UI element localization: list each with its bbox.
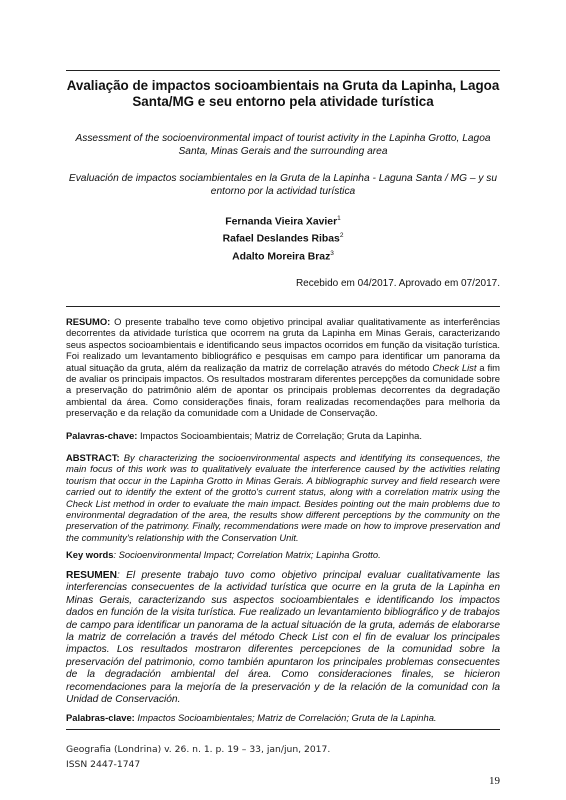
page-number: 19 (489, 775, 500, 787)
top-rule (66, 70, 500, 71)
author-affiliation: 2 (339, 232, 344, 240)
palavras-chave (66, 430, 500, 441)
palavras-chave-text: Impactos Socioambientais; Matriz de Correlação; Gruta da Lapinha. (137, 430, 422, 441)
palabras-clave-label: Palabras-clave: (66, 712, 135, 723)
abstract-paragraph (66, 452, 500, 543)
abstract-label: ABSTRACT: (66, 452, 120, 463)
issn: ISSN 2447-1747 (66, 759, 141, 770)
resumo-label: RESUMO: (66, 316, 111, 327)
subtitle-spanish: Evaluación de impactos sociambientales en la Gruta de la Lapinha - Laguna Santa / MG – y su entorno por la actividad turística (68, 173, 498, 197)
palabras-clave-text: Impactos Socioambientales; Matriz de Correlación; Gruta de la Lapinha. (134, 712, 437, 723)
author-name: Adalto Moreira Braz (232, 251, 331, 263)
resumen-label: RESUMEN (66, 570, 117, 581)
resumen-text: : El presente trabajo tuvo como objetivo principal evaluar cualitativamente las interferencias consecuentes de la actividad turística que ocurre en la gruta de la Lapinha en Minas Gerais, caracterizando sus aspectos socioambientales e identificando los impactos dados en función de la visita turística. Fue realizado un levantamiento bibliográfico y de trabajos de campo para identificar un panorama de la actual situación de la gruta, además de elaborarse la matriz de correlación a través del método Check List con el fin de evaluar los principales impactos. Los resultados mostraron diferentes percepciones de la comunidad sobre la preservación del patrimonio, como también apuntaron los principales problemas consecuentes de la degradación ambiental del área. Como consideraciones finales, se hicieron recomendaciones para la mejoría de la preservación y de la relación de la comunidad con la Unidad de Conservación. (66, 570, 500, 706)
resumo-italic: Check List (432, 361, 477, 373)
resumen-paragraph (66, 570, 500, 706)
author-affiliation: 1 (337, 215, 341, 222)
author-name: Rafael Deslandes Ribas (222, 233, 340, 245)
resumo-text-cont: a fim de avaliar os principais impactos. Os resultados mostraram diferentes percepções da comunidade sobre a preservação do patrimônio além de apontar os principais problemas decorrentes da degradação ambiental da área. Como considerações finais, foram realizadas recomendações para melhoria da preservação e da relação da comunidade com a Unidade de Conservação. (66, 361, 500, 419)
key-words-label: Key words (66, 549, 114, 560)
palabras-clave (66, 712, 500, 723)
bottom-rule (66, 729, 500, 730)
author (0, 212, 566, 229)
author (0, 229, 566, 246)
author (0, 247, 566, 264)
section-rule (66, 306, 500, 307)
resumo-text: O presente trabalho teve como objetivo principal avaliar qualitativamente as interferências decorrentes da atividade turística que ocorrem na gruta da Lapinha em Minas Gerais, caracterizando seus aspectos socioambientais e identificando seus impactos ocorridos em função da visitação turística. Foi realizado um levantamento bibliográfico e pesquisas em campo para identificar um panorama da atual situação da gruta, além da realização da matriz de correlação através do método (66, 316, 500, 373)
key-words-text: : Socioenvironmental Impact; Correlation Matrix; Lapinha Grotto. (113, 549, 381, 560)
palavras-chave-label: Palavras-chave: (66, 430, 138, 441)
author-affiliation: 3 (330, 249, 334, 257)
journal-citation: Geografia (Londrina) v. 26. n. 1. p. 19 – 33, jan/jun, 2017. (66, 744, 331, 755)
author-name: Fernanda Vieira Xavier (225, 216, 338, 228)
subtitle-english: Assessment of the socioenvironmental impact of tourist activity in the Lapinha Grotto, Lagoa Santa, Minas Gerais and the surrounding area (75, 133, 491, 157)
abstract-text: By characterizing the socioenvironmental aspects and identifying its consequences, the main focus of this work was to qualitatively evaluate the interference caused by the activities relating tourism that occur in the Lapinha Grotto in Minas Gerais. A bibliographic survey and field research were carried out to identify the extent of the grotto's current status, along with a correlation matrix using the Check List method in order to evaluate the main impact. Besides pointing out the main problems due to environmental degradation of the area, the results show different perceptions by the community on the preservation of the patrimony. Finally, recommendations were made on how to improve preservation and the community's relationship with the Conservation Unit. (66, 452, 500, 543)
article-title: Avaliação de impactos socioambientais na Gruta da Lapinha, Lagoa Santa/MG e seu entorno pela atividade turística (66, 78, 500, 109)
received-date: Recebido em 04/2017. Aprovado em 07/2017. (295, 278, 500, 289)
key-words (66, 549, 500, 560)
resumo-paragraph (66, 316, 500, 419)
author-list (0, 212, 566, 264)
